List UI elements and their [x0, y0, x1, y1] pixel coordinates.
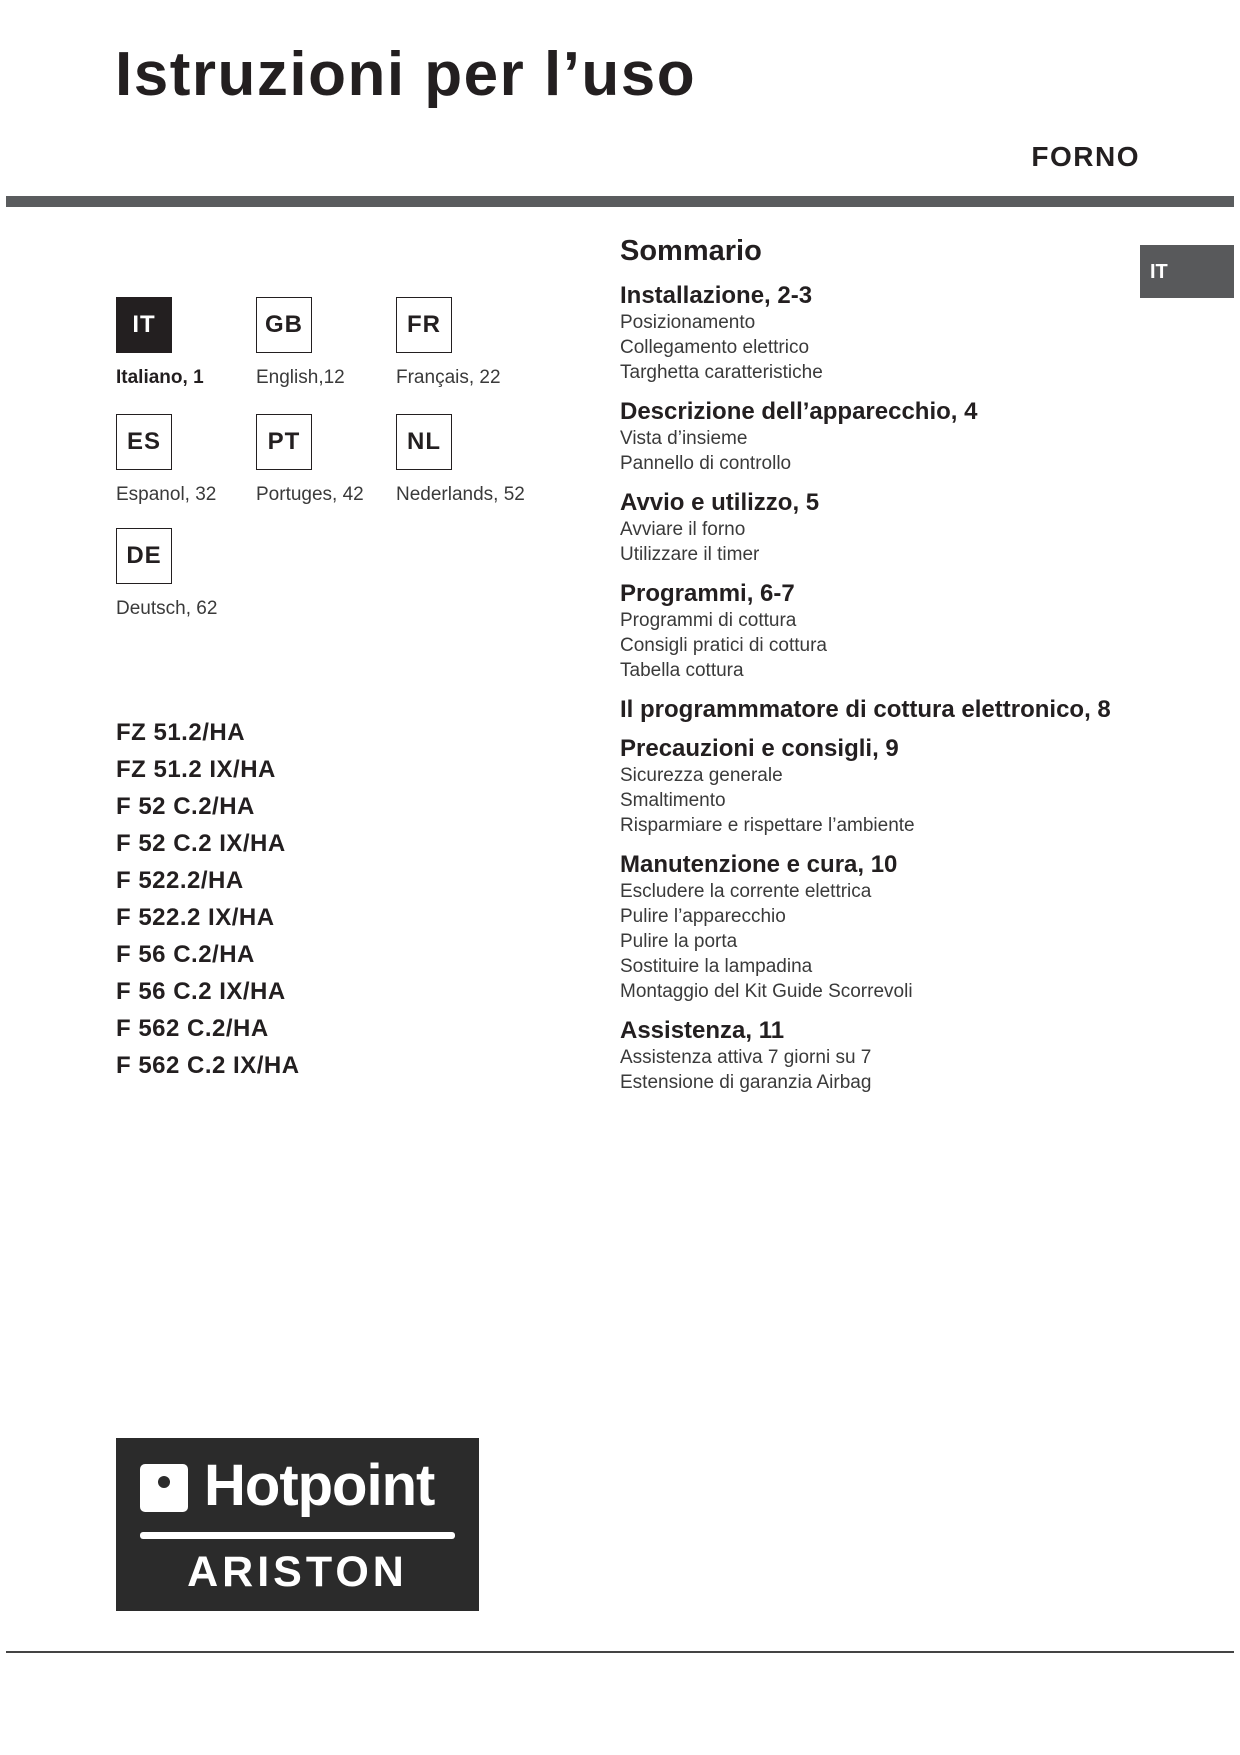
toc-item[interactable]: Utilizzare il timer [620, 544, 760, 565]
toc-heading[interactable]: Programmi, 6-7 [620, 580, 795, 607]
toc-item[interactable]: Escludere la corrente elettrica [620, 881, 872, 902]
language-item-pt[interactable] [256, 414, 406, 506]
toc-heading[interactable]: Descrizione dell’apparecchio, 4 [620, 398, 978, 425]
model-item: FZ 51.2/HA [116, 719, 246, 746]
language-code-box: NL [396, 414, 452, 470]
toc-item[interactable]: Avviare il forno [620, 519, 746, 540]
toc-item[interactable]: Estensione di garanzia Airbag [620, 1072, 872, 1093]
toc-item[interactable]: Smaltimento [620, 790, 726, 811]
toc-item[interactable]: Tabella cottura [620, 660, 744, 681]
toc-section-manutenzione [620, 852, 1120, 1004]
model-list [116, 714, 300, 1084]
toc-item[interactable]: Sicurezza generale [620, 765, 783, 786]
model-item: F 56 C.2/HA [116, 941, 255, 968]
language-code-box: GB [256, 297, 312, 353]
toc-item[interactable]: Risparmiare e rispettare l’ambiente [620, 815, 915, 836]
language-label: Français, 22 [396, 367, 501, 388]
language-code-box: ES [116, 414, 172, 470]
header-divider [6, 196, 1234, 207]
language-label: Nederlands, 52 [396, 484, 525, 505]
toc-item[interactable]: Assistenza attiva 7 giorni su 7 [620, 1047, 872, 1068]
toc-heading[interactable]: Assistenza, 11 [620, 1017, 785, 1044]
hotpoint-mark-icon [140, 1464, 188, 1512]
page-title: Istruzioni per l’uso [115, 40, 697, 109]
toc-item[interactable]: Targhetta caratteristiche [620, 362, 823, 383]
toc-section-programmatore [620, 697, 1120, 722]
table-of-contents [620, 233, 1120, 1109]
language-item-fr[interactable] [396, 297, 546, 389]
language-label: English,12 [256, 367, 345, 388]
model-item: F 562 C.2 IX/HA [116, 1052, 300, 1079]
toc-item[interactable]: Pannello di controllo [620, 453, 792, 474]
toc-section-avvio [620, 490, 1120, 567]
model-item: FZ 51.2 IX/HA [116, 756, 276, 783]
toc-item[interactable]: Collegamento elettrico [620, 337, 810, 358]
toc-heading[interactable]: Installazione, 2-3 [620, 282, 813, 309]
toc-item[interactable]: Pulire la porta [620, 931, 738, 952]
logo-brand: Hotpoint [204, 1453, 435, 1518]
toc-section-installazione [620, 283, 1120, 385]
language-code-box: IT [116, 297, 172, 353]
hotpoint-ariston-logo [116, 1438, 479, 1611]
language-code-box: FR [396, 297, 452, 353]
language-item-de[interactable] [116, 528, 266, 620]
language-code-box: PT [256, 414, 312, 470]
model-item: F 562 C.2/HA [116, 1015, 269, 1042]
logo-sub: ARISTON [187, 1548, 408, 1596]
toc-item[interactable]: Programmi di cottura [620, 610, 797, 631]
toc-section-assistenza [620, 1018, 1120, 1095]
language-label: Italiano, 1 [116, 367, 204, 388]
toc-heading[interactable]: Il programmmatore di cottura elettronico, 8 [620, 696, 1111, 723]
toc-item[interactable]: Vista d’insieme [620, 428, 748, 449]
toc-item[interactable]: Pulire l’apparecchio [620, 906, 786, 927]
model-item: F 52 C.2 IX/HA [116, 830, 286, 857]
toc-item[interactable]: Consigli pratici di cottura [620, 635, 827, 656]
toc-item[interactable]: Montaggio del Kit Guide Scorrevoli [620, 981, 913, 1002]
toc-heading[interactable]: Manutenzione e cura, 10 [620, 851, 898, 878]
toc-section-descrizione [620, 399, 1120, 476]
toc-heading[interactable]: Precauzioni e consigli, 9 [620, 735, 899, 762]
toc-title: Sommario [620, 235, 762, 267]
model-item: F 52 C.2/HA [116, 793, 255, 820]
toc-section-programmi [620, 581, 1120, 683]
language-code-box: DE [116, 528, 172, 584]
model-item: F 56 C.2 IX/HA [116, 978, 286, 1005]
toc-item[interactable]: Sostituire la lampadina [620, 956, 813, 977]
model-item: F 522.2/HA [116, 867, 244, 894]
logo-divider [140, 1532, 455, 1539]
language-item-it[interactable] [116, 297, 266, 389]
model-item: F 522.2 IX/HA [116, 904, 275, 931]
footer-divider [6, 1651, 1234, 1653]
language-item-gb[interactable] [256, 297, 406, 389]
language-label: Espanol, 32 [116, 484, 217, 505]
language-item-nl[interactable] [396, 414, 546, 506]
toc-section-precauzioni [620, 736, 1120, 838]
toc-item[interactable]: Posizionamento [620, 312, 756, 333]
product-type: FORNO [1031, 141, 1140, 172]
language-label: Deutsch, 62 [116, 598, 218, 619]
language-label: Portuges, 42 [256, 484, 364, 505]
language-item-es[interactable] [116, 414, 266, 506]
toc-heading[interactable]: Avvio e utilizzo, 5 [620, 489, 820, 516]
language-side-tab: IT [1140, 245, 1234, 298]
